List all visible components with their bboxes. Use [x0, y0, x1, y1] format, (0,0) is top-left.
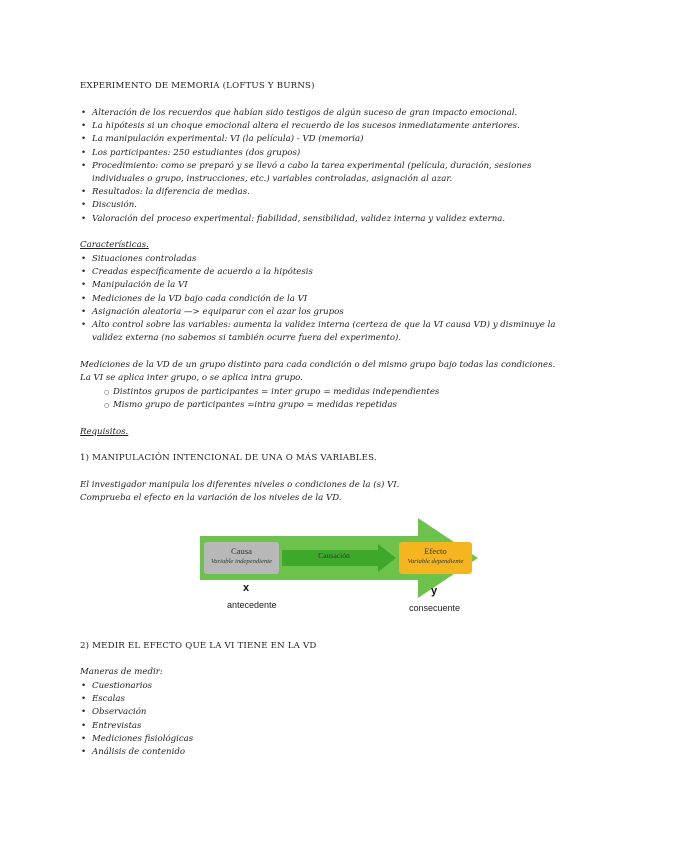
list-item: • Resultados: la diferencia de medias.	[80, 186, 531, 199]
effect-title: Efecto	[424, 546, 447, 556]
list-item: • Los participantes: 250 estudiantes (dos grupos)	[80, 147, 531, 160]
section-2-title: 2) MEDIR EL EFECTO QUE LA VI TIENE EN LA VD	[80, 641, 317, 651]
measure-methods-list	[80, 680, 193, 759]
requisito-1-line-2: Comprueba el efecto en la variación de los niveles de la VD.	[80, 493, 342, 503]
requisitos-heading: Requisitos.	[80, 427, 129, 437]
list-item: • Mediciones fisiológicas	[80, 733, 193, 746]
list-item: • Manipulación de la VI	[80, 279, 555, 292]
list-item: • Situaciones controladas	[80, 253, 555, 266]
effect-box	[399, 542, 472, 574]
list-item: • La manipulación experimental: VI (la película) - VD (memoria)	[80, 133, 531, 146]
cause-subtitle: Variable independiente	[211, 558, 272, 565]
cause-box	[204, 542, 279, 574]
mediciones-line-1: Mediciones de la VD de un grupo distinto para cada condición o del mismo grupo bajo todas las condiciones.	[80, 360, 556, 370]
list-item: • Asignación aleatoria —> equiparar con el azar los grupos	[80, 306, 555, 319]
y-variable-label: y	[431, 585, 438, 597]
mediciones-sublist	[104, 386, 439, 412]
x-variable-label: x	[243, 582, 250, 594]
page-title: EXPERIMENTO DE MEMORIA (LOFTUS Y BURNS)	[80, 81, 315, 91]
requisito-1-title: 1) MANIPULACIÓN INTENCIONAL DE UNA O MÁS VARIABLES.	[80, 453, 377, 463]
list-item: • Entrevistas	[80, 720, 193, 733]
list-item: • Valoración del proceso experimental: fiabilidad, sensibilidad, validez interna y validez externa.	[80, 213, 531, 226]
list-item-continuation: validez externa (no sabemos si también ocurre fuera del experimento).	[92, 333, 402, 344]
list-item: • Alto control sobre las variables: aumenta la validez interna (certeza de que la VI causa VD) y disminuye la	[80, 319, 555, 332]
cause-title: Causa	[230, 546, 252, 556]
list-item: • Creadas específicamente de acuerdo a la hipótesis	[80, 266, 555, 279]
list-item: • La hipótesis si un choque emocional altera el recuerdo de los sucesos inmediatamente anteriores.	[80, 120, 531, 133]
list-item: • Procedimiento: como se preparó y se llevó a cabo la tarea experimental (película, duración, sesiones	[80, 160, 531, 173]
consecuente-caption: consecuente	[409, 603, 461, 613]
caracteristicas-list	[80, 253, 555, 345]
mediciones-line-2: La VI se aplica inter grupo, o se aplica intra grupo.	[80, 373, 303, 383]
sub-list-item: ○ Distintos grupos de participantes = inter grupo = medidas independientes	[104, 386, 439, 399]
experiment-list	[80, 107, 531, 226]
requisito-1-line-1: El investigador manipula los diferentes niveles o condiciones de la (s) VI.	[80, 480, 400, 490]
list-item: • Alteración de los recuerdos que habían sido testigos de algún suceso de gran impacto emocional.	[80, 107, 531, 120]
sub-list-item: ○ Mismo grupo de participantes =intra grupo = medidas repetidas	[104, 399, 439, 412]
list-item: • Cuestionarios	[80, 680, 193, 693]
list-item: • Escalas	[80, 693, 193, 706]
list-item: • Observación	[80, 706, 193, 719]
antecedente-caption: antecedente	[227, 600, 277, 610]
list-item: • Análisis de contenido	[80, 746, 193, 759]
effect-subtitle: Variable dependiente	[407, 558, 464, 565]
caracteristicas-heading: Características.	[80, 240, 149, 250]
list-item: • Mediciones de la VD bajo cada condición de la VI	[80, 293, 555, 306]
cause-effect-diagram	[200, 518, 478, 618]
list-item: • Discusión.	[80, 199, 531, 212]
section-2-intro: Maneras de medir:	[80, 667, 163, 677]
list-item-continuation: individuales o grupo, instrucciones, etc.) variables controladas, asignación al azar.	[92, 174, 453, 185]
causation-label: Causación	[318, 551, 350, 560]
